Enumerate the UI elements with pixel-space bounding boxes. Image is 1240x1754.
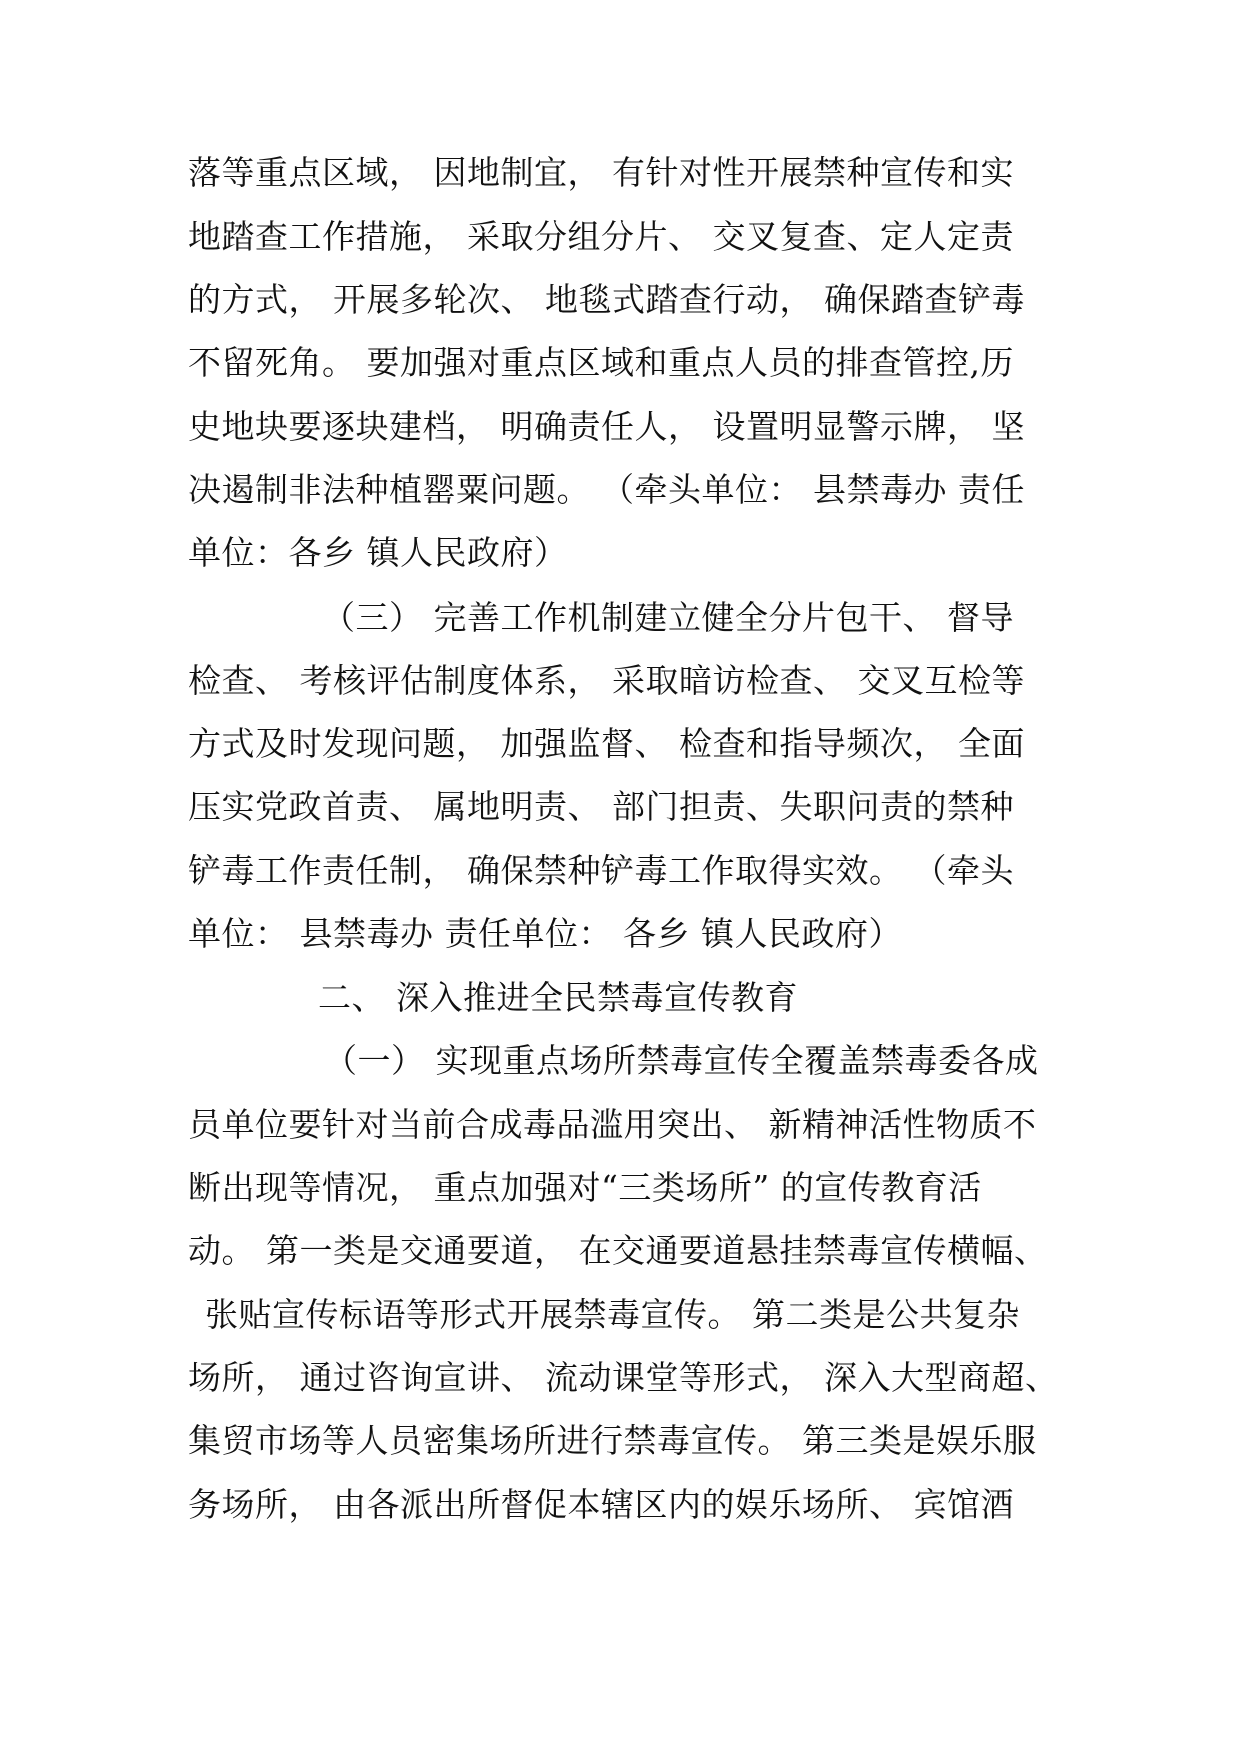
text-line: 场所， 通过咨询宣讲、 流动课堂等形式， 深入大型商超、 <box>188 1358 1059 1397</box>
text-line: 务场所， 由各派出所督促本辖区内的娱乐场所、 宾馆酒 <box>188 1485 1014 1524</box>
text-line: 方式及时发现问题， 加强监督、 检查和指导频次， 全面 <box>188 724 1025 763</box>
section-heading: （三） 完善工作机制建立健全分片包干、 督导 <box>322 598 1014 637</box>
text-line: 落等重点区域， 因地制宜， 有针对性开展禁种宣传和实 <box>188 153 1014 192</box>
text-line: 员单位要针对当前合成毒品滥用突出、 新精神活性物质不 <box>188 1105 1037 1144</box>
text-line: 集贸市场等人员密集场所进行禁毒宣传。 第三类是娱乐服 <box>188 1421 1037 1460</box>
text-line: 单位： 县禁毒办 责任单位： 各乡 镇人民政府） <box>188 914 902 953</box>
text-line: 地踏查工作措施， 采取分组分片、 交叉复查、定人定责 <box>188 217 1014 256</box>
text-line: 断出现等情况， 重点加强对“三类场所” 的宣传教育活 <box>188 1168 982 1207</box>
text-line: 不留死角。 要加强对重点区域和重点人员的排查管控,历 <box>188 343 1014 382</box>
section-title: 二、 深入推进全民禁毒宣传教育 <box>318 978 798 1017</box>
text-line: 的方式， 开展多轮次、 地毯式踏查行动， 确保踏查铲毒 <box>188 280 1025 319</box>
text-line: 压实党政首责、 属地明责、 部门担责、失职问责的禁种 <box>188 787 1014 826</box>
text-line: 史地块要逐块建档， 明确责任人， 设置明显警示牌， 坚 <box>188 407 1025 446</box>
text-line: 单位：各乡 镇人民政府） <box>188 533 568 572</box>
text-line: 铲毒工作责任制， 确保禁种铲毒工作取得实效。 （牵头 <box>188 851 1014 890</box>
text-line: 动。 第一类是交通要道， 在交通要道悬挂禁毒宣传横幅、 <box>188 1231 1048 1270</box>
text-line: 决遏制非法种植罂粟问题。 （牵头单位： 县禁毒办 责任 <box>188 470 1025 509</box>
text-line: 检查、 考核评估制度体系， 采取暗访检查、 交叉互检等 <box>188 661 1025 700</box>
text-line: 张贴宣传标语等形式开展禁毒宣传。 第二类是公共复杂 <box>205 1295 1020 1334</box>
section-heading: （一） 实现重点场所禁毒宣传全覆盖禁毒委各成 <box>324 1041 1039 1080</box>
